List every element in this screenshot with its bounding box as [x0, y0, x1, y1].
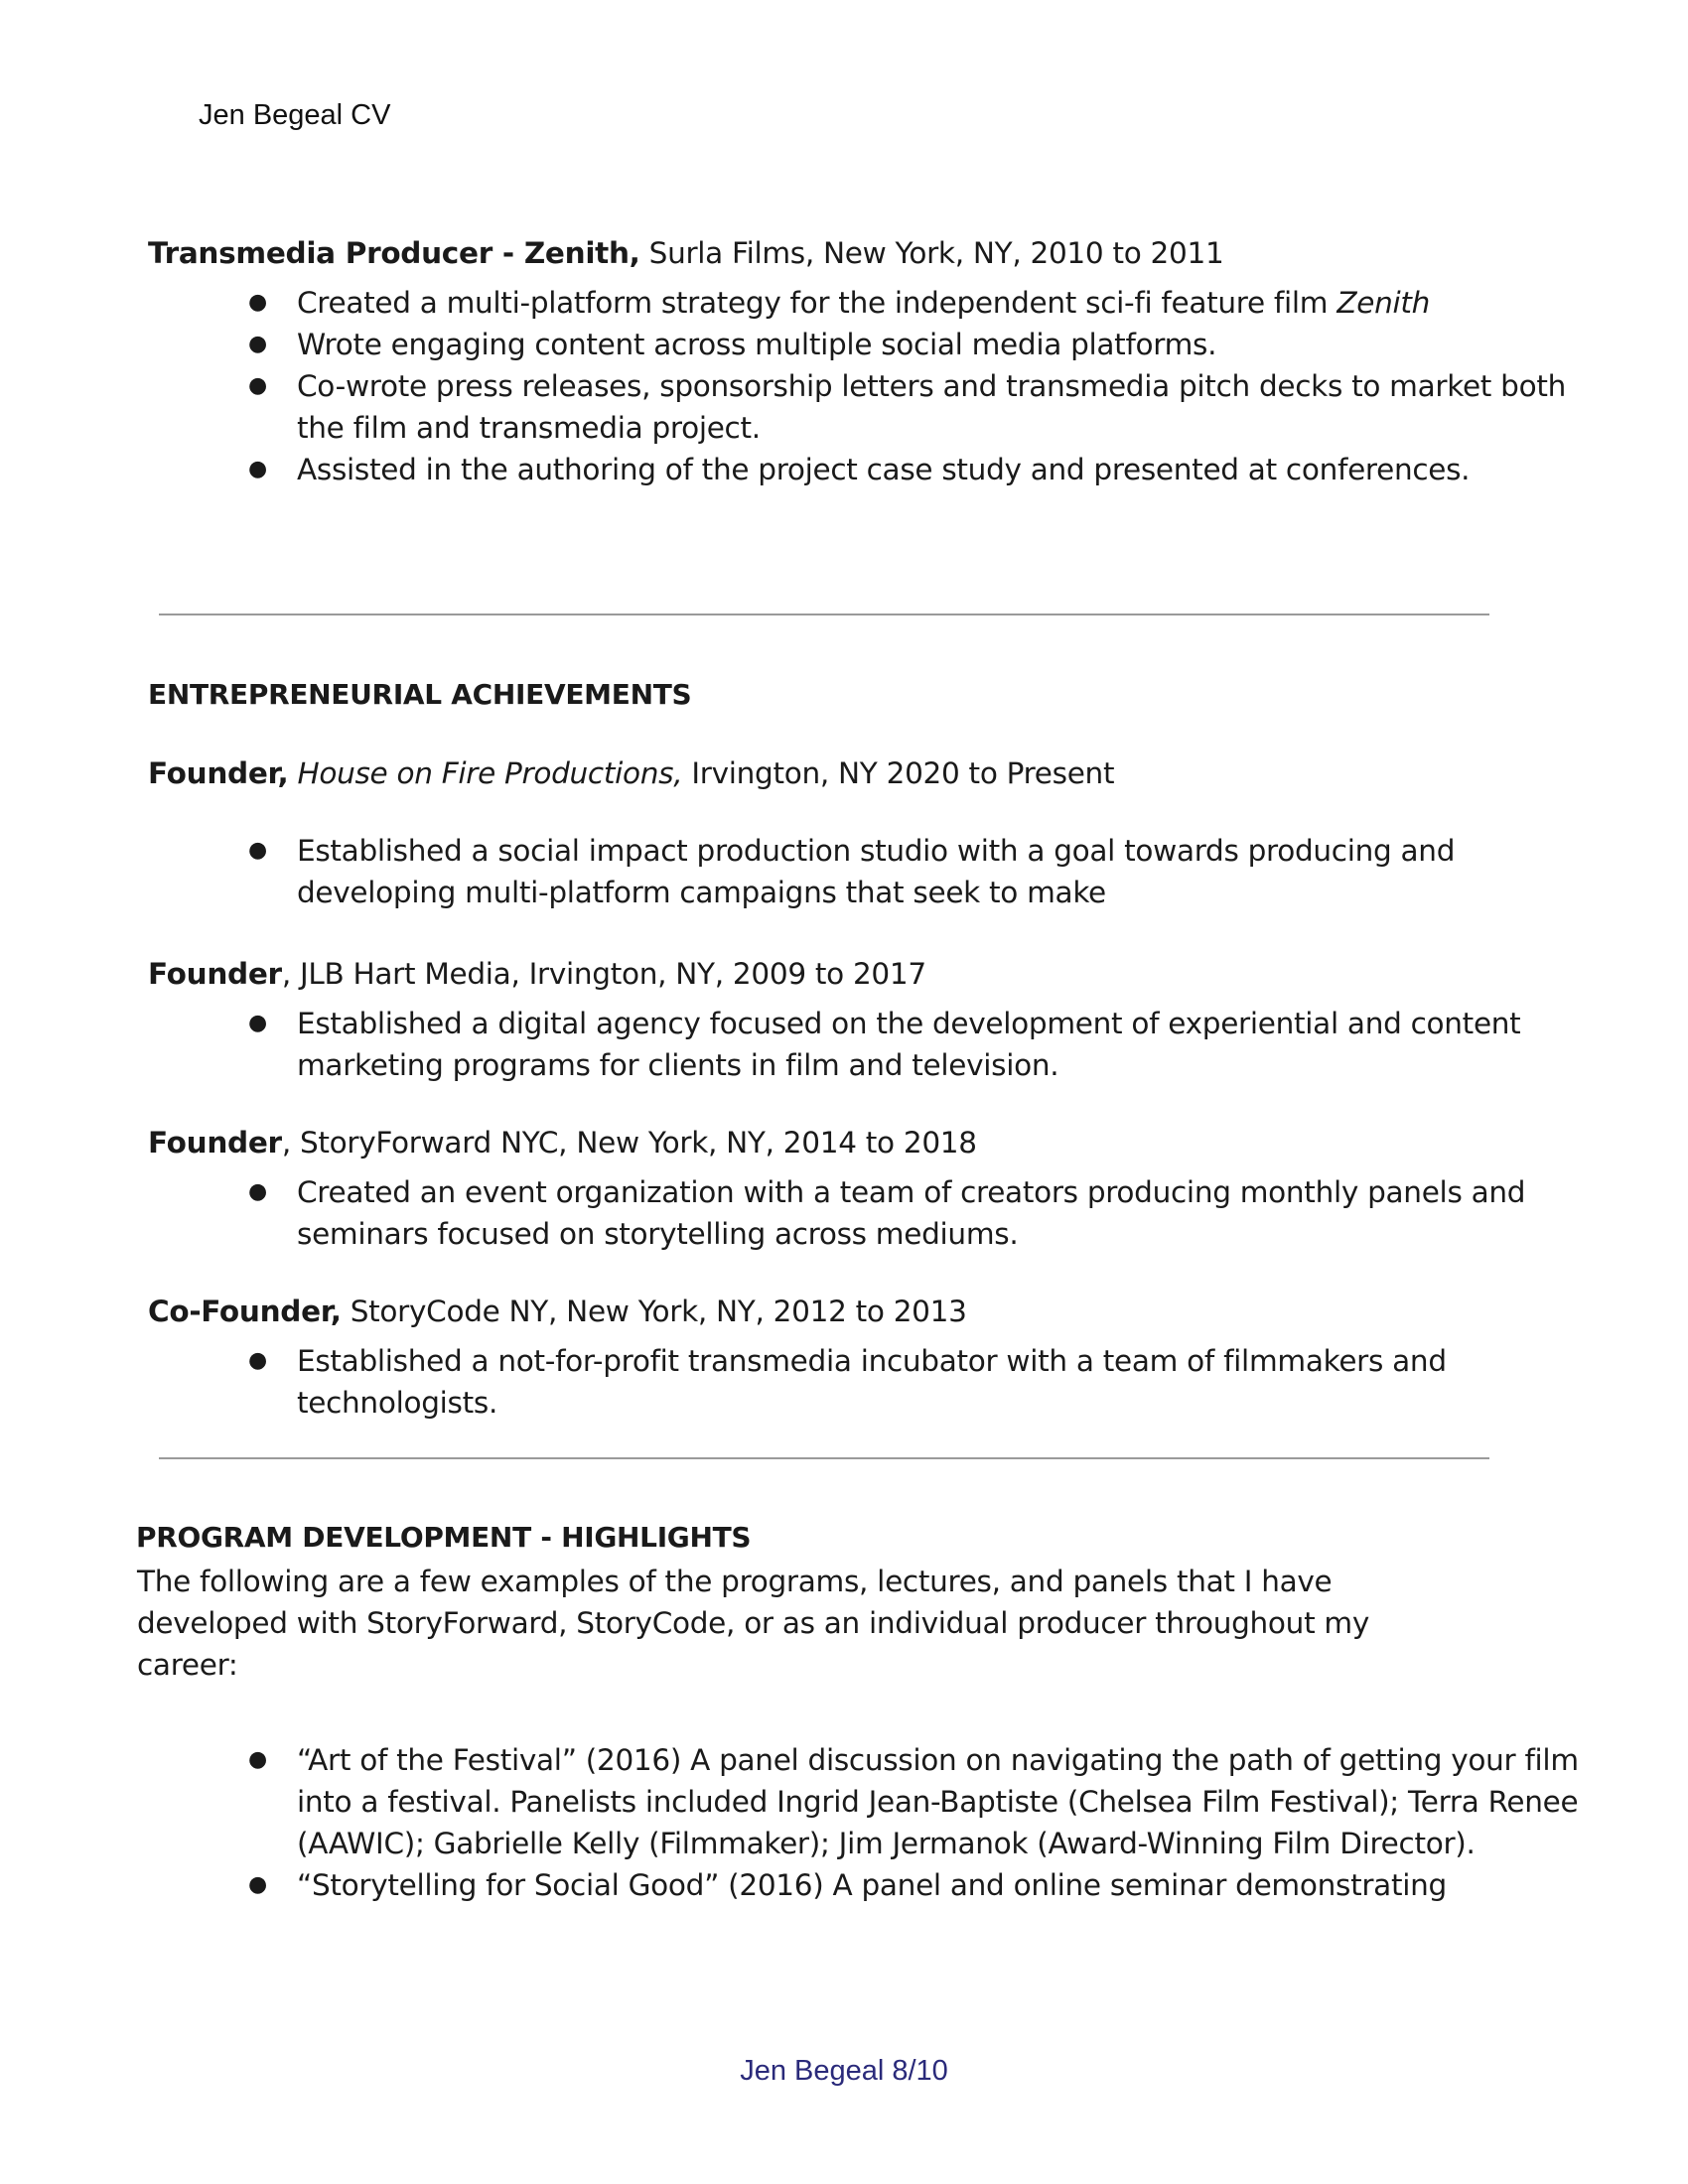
- entry-heading: [148, 752, 1618, 794]
- entry-role: Co-Founder,: [148, 1295, 342, 1328]
- bullet-icon: ●: [248, 373, 267, 398]
- entry-role: Transmedia Producer - Zenith,: [148, 236, 640, 270]
- entry-details: Surla Films, New York, NY, 2010 to 2011: [639, 236, 1224, 270]
- page-footer: Jen Begeal 8/10: [740, 2055, 948, 2087]
- bullet-icon: ●: [248, 1872, 267, 1897]
- list-item: ● Co-wrote press releases, sponsorship letters and transmedia pitch decks to market both the film and transmedia project.: [148, 365, 1618, 449]
- bullet-list: [148, 282, 1618, 490]
- entry-details: StoryCode NY, New York, NY, 2012 to 2013: [341, 1295, 967, 1328]
- section-divider: [159, 614, 1489, 615]
- entrepreneurial-entry: [148, 1291, 1618, 1424]
- list-item: ● Wrote engaging content across multiple social media platforms.: [148, 324, 1618, 365]
- film-title: Zenith: [1336, 286, 1431, 320]
- list-item: ● Assisted in the authoring of the project case study and presented at conferences.: [148, 449, 1618, 490]
- bullet-list: [148, 1340, 1618, 1424]
- bullet-icon: ●: [248, 1179, 267, 1204]
- transmedia-entry: [148, 232, 1618, 490]
- bullet-icon: ●: [248, 332, 267, 356]
- entry-role: Founder: [148, 1126, 282, 1160]
- entrepreneurial-entry: [148, 953, 1618, 1086]
- bullet-icon: ●: [248, 457, 267, 481]
- entry-details: Irvington, NY 2020 to Present: [682, 756, 1115, 790]
- program-intro: The following are a few examples of the programs, lectures, and panels that I have developed with StoryForward, StoryCode, or as an individual producer throughout my career:: [137, 1565, 1370, 1682]
- entrepreneurial-entry: [148, 1122, 1618, 1255]
- bullet-list: [148, 1739, 1618, 1906]
- bullet-icon: ●: [248, 1348, 267, 1373]
- list-item: ● Created a multi-platform strategy for the independent sci-fi feature film Zenith: [148, 282, 1618, 324]
- bullet-icon: ●: [248, 290, 267, 315]
- entrepreneurial-entry: [148, 752, 1618, 913]
- list-item: ● “Art of the Festival” (2016) A panel discussion on navigating the path of getting your film into a festival. Panelists included Ingrid Jean-Baptiste (Chelsea Film Festival); Terra Renee (AAWIC); Gabrielle Kelly (Filmmaker); Jim Jermanok (Award-Winning Film Director).: [148, 1739, 1618, 1864]
- list-item: ● Established a digital agency focused on the development of experiential and content marketing programs for clients in film and television.: [148, 1003, 1618, 1086]
- entry-heading: [148, 232, 1618, 274]
- entry-heading: [148, 953, 1618, 995]
- bullet-icon: ●: [248, 838, 267, 863]
- document-header-title: Jen Begeal CV: [199, 99, 391, 131]
- program-highlights: [148, 1739, 1618, 1906]
- bullet-icon: ●: [248, 1011, 267, 1035]
- list-item: ● “Storytelling for Social Good” (2016) A panel and online seminar demonstrating: [148, 1864, 1618, 1906]
- entry-details: , StoryForward NYC, New York, NY, 2014 to 2018: [281, 1126, 977, 1160]
- list-item: ● Created an event organization with a team of creators producing monthly panels and seminars focused on storytelling across mediums.: [148, 1171, 1618, 1255]
- section-divider: [159, 1457, 1489, 1459]
- entry-heading: [148, 1291, 1618, 1332]
- entry-details: , JLB Hart Media, Irvington, NY, 2009 to 2017: [281, 957, 926, 991]
- section-heading-program: PROGRAM DEVELOPMENT - HIGHLIGHTS: [136, 1521, 752, 1554]
- section-heading-entrepreneurial: ENTREPRENEURIAL ACHIEVEMENTS: [148, 678, 692, 711]
- list-item: ● Established a social impact production studio with a goal towards producing and developing multi-platform campaigns that seek to make: [148, 830, 1618, 913]
- entry-role: Founder,: [148, 756, 289, 790]
- bullet-list: [148, 830, 1618, 913]
- entry-role: Founder: [148, 957, 282, 991]
- entry-organization: House on Fire Productions,: [288, 756, 683, 790]
- bullet-icon: ●: [248, 1747, 267, 1772]
- entry-heading: [148, 1122, 1618, 1163]
- bullet-list: [148, 1171, 1618, 1255]
- bullet-list: [148, 1003, 1618, 1086]
- list-item: ● Established a not-for-profit transmedia incubator with a team of filmmakers and technologists.: [148, 1340, 1618, 1424]
